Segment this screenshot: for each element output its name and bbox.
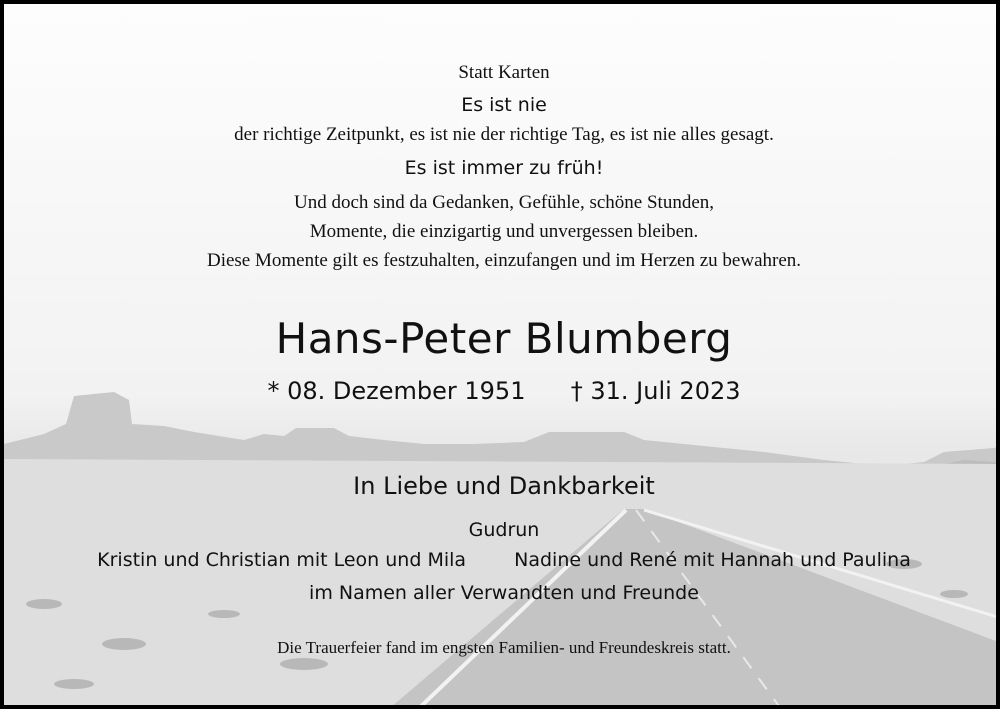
poem-line-5: Momente, die einzigartig und unvergessen bleiben. [309, 221, 699, 242]
spouse-name: Gudrun [468, 519, 540, 541]
life-dates [4, 377, 1000, 405]
family-line [4, 549, 1000, 571]
birth-date: * 08. Dezember 1951 [267, 377, 526, 405]
poem-line-4: Und doch sind da Gedanken, Gefühle, schöne Stunden, [293, 192, 714, 213]
family-right: Nadine und René mit Hannah und Paulina [514, 549, 911, 571]
obituary-text [4, 4, 1000, 709]
death-date: † 31. Juli 2023 [570, 377, 741, 405]
relatives-line: im Namen aller Verwandten und Freunde [309, 582, 699, 604]
poem-line-1: Es ist nie [461, 94, 547, 116]
header-text: Statt Karten [458, 62, 550, 83]
poem-line-6: Diese Momente gilt es festzuhalten, einzufangen und im Herzen zu bewahren. [206, 250, 802, 271]
deceased-name: Hans-Peter Blumberg [275, 314, 733, 363]
family-left: Kristin und Christian mit Leon und Mila [97, 549, 467, 571]
poem-line-2: der richtige Zeitpunkt, es ist nie der richtige Tag, es ist nie alles gesagt. [234, 124, 774, 145]
footer-note: Die Trauerfeier fand im engsten Familien- und Freundeskreis statt. [277, 638, 731, 657]
mourners-heading: In Liebe und Dankbarkeit [353, 472, 655, 500]
poem-line-3: Es ist immer zu früh! [404, 157, 604, 179]
